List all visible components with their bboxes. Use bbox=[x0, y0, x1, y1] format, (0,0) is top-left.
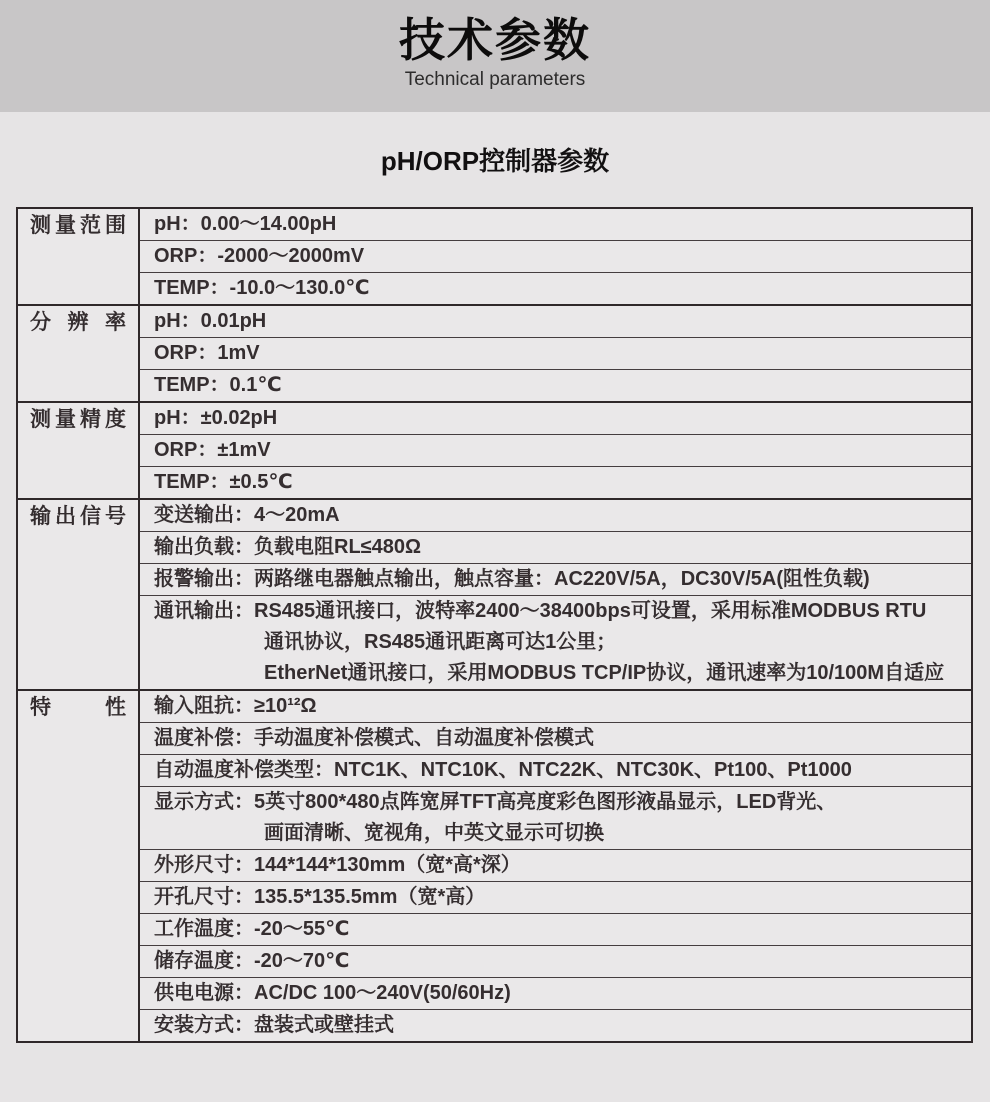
group-features bbox=[18, 689, 971, 1041]
spec-row bbox=[140, 531, 971, 563]
spec-row bbox=[140, 403, 971, 434]
spec-line: 自动温度补偿类型：NTC1K、NTC10K、NTC22K、NTC30K、Pt100、Pt1000 bbox=[154, 759, 852, 781]
spec-row bbox=[140, 369, 971, 401]
group-accuracy bbox=[18, 401, 971, 498]
spec-line: 开孔尺寸：135.5*135.5mm（宽*高） bbox=[154, 886, 486, 908]
spec-line: ORP：±1mV bbox=[154, 439, 271, 461]
spec-row bbox=[140, 337, 971, 369]
group-measure-range bbox=[18, 209, 971, 304]
section-title: pH/ORP控制器参数 bbox=[380, 146, 610, 176]
group-label-cell bbox=[18, 306, 140, 401]
spec-line: 输出负载：负载电阻RL≤480Ω bbox=[154, 536, 422, 558]
spec-row bbox=[140, 595, 971, 689]
spec-line: 温度补偿：手动温度补偿模式、自动温度补偿模式 bbox=[154, 727, 594, 749]
group-label: 输出信号 bbox=[30, 505, 126, 528]
spec-row bbox=[140, 691, 971, 722]
spec-line: ORP：1mV bbox=[154, 342, 260, 364]
spec-line: pH：±0.02pH bbox=[154, 407, 278, 429]
group-values bbox=[140, 306, 971, 401]
group-label: 测量精度 bbox=[30, 408, 126, 431]
spec-line: 外形尺寸：144*144*130mm（宽*高*深） bbox=[154, 854, 521, 876]
spec-row bbox=[140, 209, 971, 240]
group-label-cell bbox=[18, 691, 140, 1041]
group-label: 特性 bbox=[30, 696, 126, 719]
spec-line: 储存温度：-20～70℃ bbox=[154, 950, 350, 972]
spec-line: 供电电源：AC/DC 100～240V(50/60Hz) bbox=[154, 982, 511, 1004]
group-label: 分辨率 bbox=[30, 311, 126, 334]
spec-row bbox=[140, 786, 971, 849]
spec-row bbox=[140, 1009, 971, 1041]
spec-line: 报警输出：两路继电器触点输出，触点容量：AC220V/5A，DC30V/5A(阻性负载) bbox=[154, 568, 870, 590]
group-output-signal bbox=[18, 498, 971, 689]
spec-row bbox=[140, 881, 971, 913]
spec-line: 变送输出：4～20mA bbox=[154, 504, 340, 526]
group-label-cell bbox=[18, 403, 140, 498]
spec-line: TEMP：±0.5℃ bbox=[154, 471, 293, 493]
spec-row bbox=[140, 272, 971, 304]
spec-row bbox=[140, 434, 971, 466]
spec-row bbox=[140, 240, 971, 272]
page-banner bbox=[0, 0, 990, 112]
spec-line: TEMP：-10.0～130.0℃ bbox=[154, 277, 370, 299]
group-values bbox=[140, 500, 971, 689]
spec-line: 输入阻抗：≥10¹²Ω bbox=[154, 695, 317, 717]
spec-row bbox=[140, 563, 971, 595]
page-title: 技术参数 bbox=[399, 14, 591, 66]
group-values bbox=[140, 691, 971, 1041]
spec-line-continuation: 通讯协议，RS485通讯距离可达1公里； bbox=[264, 631, 617, 653]
group-values bbox=[140, 403, 971, 498]
spec-row bbox=[140, 945, 971, 977]
group-label-cell bbox=[18, 209, 140, 304]
spec-row bbox=[140, 754, 971, 786]
spec-row bbox=[140, 722, 971, 754]
page-subtitle: Technical parameters bbox=[404, 69, 586, 90]
spec-row bbox=[140, 466, 971, 498]
group-values bbox=[140, 209, 971, 304]
spec-line: 通讯输出：RS485通讯接口，波特率2400～38400bps可设置，采用标准MODBUS RTU bbox=[154, 600, 927, 622]
spec-line-continuation: EtherNet通讯接口，采用MODBUS TCP/IP协议，通讯速率为10/100M自适应 bbox=[264, 662, 945, 684]
group-label-cell bbox=[18, 500, 140, 689]
spec-line: TEMP：0.1℃ bbox=[154, 374, 282, 396]
spec-line: 安装方式：盘装式或壁挂式 bbox=[154, 1014, 394, 1036]
spec-line: pH：0.01pH bbox=[154, 310, 267, 332]
spec-line: pH：0.00～14.00pH bbox=[154, 213, 337, 235]
spec-table bbox=[16, 207, 973, 1043]
spec-row bbox=[140, 306, 971, 337]
spec-line: ORP：-2000～2000mV bbox=[154, 245, 365, 267]
group-resolution bbox=[18, 304, 971, 401]
spec-line: 工作温度：-20～55℃ bbox=[154, 918, 350, 940]
spec-row bbox=[140, 500, 971, 531]
spec-line: 显示方式：5英寸800*480点阵宽屏TFT高亮度彩色图形液晶显示，LED背光、 bbox=[154, 791, 837, 813]
spec-row bbox=[140, 977, 971, 1009]
spec-row bbox=[140, 913, 971, 945]
spec-row bbox=[140, 849, 971, 881]
spec-line-continuation: 画面清晰、宽视角，中英文显示可切换 bbox=[264, 822, 604, 844]
group-label: 测量范围 bbox=[30, 214, 126, 237]
